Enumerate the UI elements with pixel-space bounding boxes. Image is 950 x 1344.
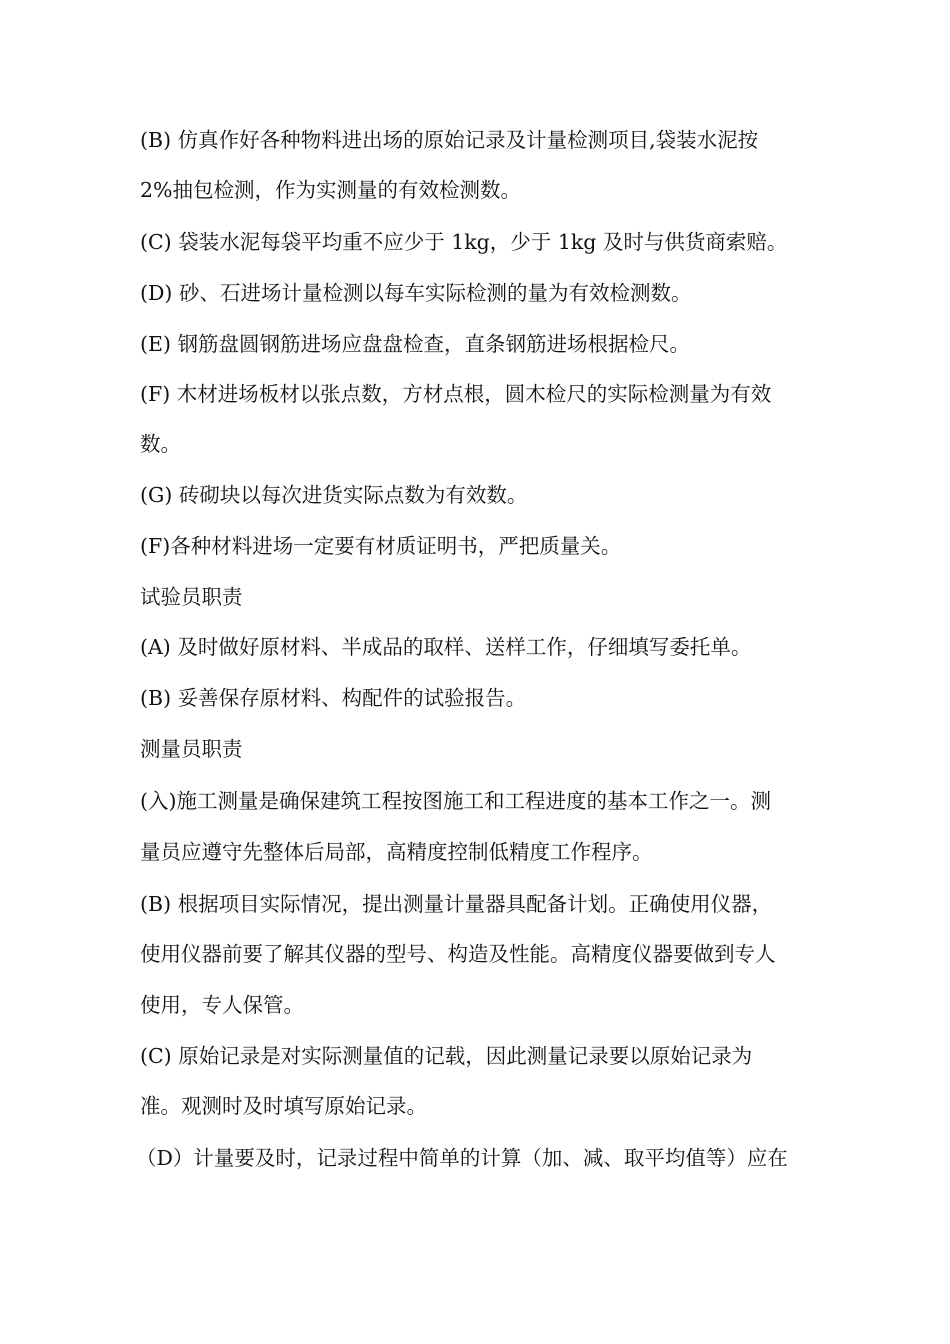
text-line-g-blocks: (G) 砖砌块以每次进货实际点数为有效数。 — [140, 483, 528, 507]
text-line-c-cement-weight: (C) 袋装水泥每袋平均重不应少于 1kg，少于 1kg 及时与供货商索赔。 — [140, 230, 788, 254]
text-line-b-instruments-cont1: 使用仪器前要了解其仪器的型号、构造及性能。高精度仪器要做到专人 — [140, 942, 776, 966]
text-line-c-original-records-cont: 准。观测时及时填写原始记录。 — [140, 1094, 427, 1118]
text-line-f-timber-cont: 数。 — [140, 432, 181, 456]
text-line-b-test-reports: (B) 妥善保存原材料、构配件的试验报告。 — [140, 686, 527, 710]
text-line-f-timber: (F) 木材进场板材以张点数，方材点根，圆木检尺的实际检测量为有效 — [140, 382, 772, 406]
text-line-d-timely-calculation: （D）计量要及时，记录过程中简单的计算（加、减、取平均值等）应在 — [136, 1146, 788, 1170]
text-line-b-instruments: (B) 根据项目实际情况，提出测量计量器具配备计划。正确使用仪器， — [140, 892, 773, 916]
text-line-a-survey-basics: (入)施工测量是确保建筑工程按图施工和工程进度的基本工作之一。测 — [140, 789, 771, 813]
text-line-sampling-ratio: 2%抽包检测，作为实测量的有效检测数。 — [140, 178, 522, 202]
text-line-c-original-records: (C) 原始记录是对实际测量值的记载，因此测量记录要以原始记录为 — [140, 1044, 753, 1068]
section-heading-surveyor-duties: 测量员职责 — [140, 737, 243, 761]
text-line-b-instruments-cont2: 使用，专人保管。 — [140, 993, 304, 1017]
text-line-a-survey-basics-cont: 量员应遵守先整体后局部，高精度控制低精度工作程序。 — [140, 840, 653, 864]
text-line-e-rebar: (E) 钢筋盘圆钢筋进场应盘盘检查，直条钢筋进场根据检尺。 — [140, 332, 690, 356]
section-heading-tester-duties: 试验员职责 — [140, 585, 243, 609]
text-line-d-sand-stone: (D) 砂、石进场计量检测以每车实际检测的量为有效检测数。 — [140, 281, 692, 305]
text-line-a-sampling: (A) 及时做好原材料、半成品的取样、送样工作，仔细填写委托单。 — [140, 635, 752, 659]
text-line-b-materials-record: (B) 仿真作好各种物料进出场的原始记录及计量检测项目,袋装水泥按 — [140, 128, 759, 152]
text-line-f-certificates: (F)各种材料进场一定要有材质证明书，严把质量关。 — [140, 534, 622, 558]
